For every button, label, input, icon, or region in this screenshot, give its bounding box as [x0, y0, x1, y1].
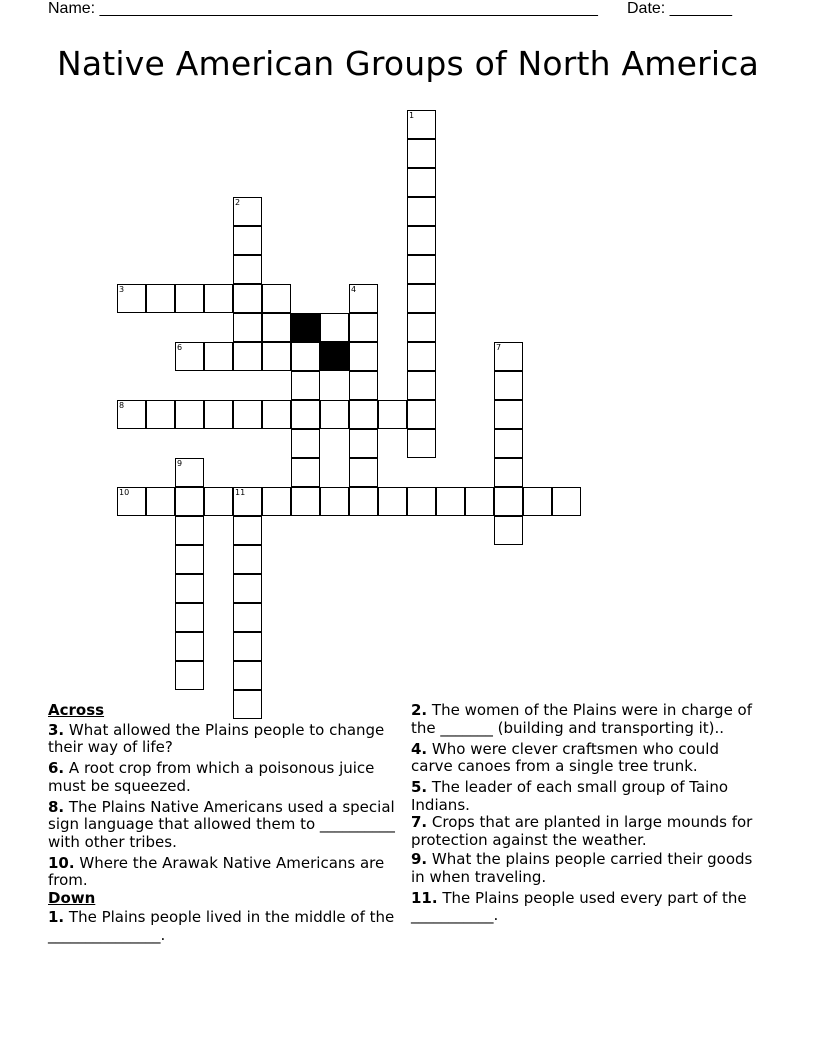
crossword-cell[interactable]: [407, 255, 436, 284]
clue-across-8: 8. The Plains Native Americans used a special sign language that allowed them to __________ with other tribes.: [48, 797, 395, 851]
crossword-cell[interactable]: [233, 661, 262, 690]
crossword-cell[interactable]: [233, 255, 262, 284]
crossword-cell[interactable]: [494, 400, 523, 429]
crossword-cell[interactable]: [291, 487, 320, 516]
crossword-cell[interactable]: [291, 429, 320, 458]
crossword-cell[interactable]: [204, 400, 233, 429]
crossword-cell[interactable]: [407, 168, 436, 197]
page-title: Native American Groups of North America: [56, 44, 760, 83]
crossword-cell[interactable]: [494, 342, 523, 371]
clue-number: 10: [119, 488, 130, 497]
crossword-cell[interactable]: [494, 458, 523, 487]
clue-number: 6: [177, 343, 183, 352]
crossword-cell[interactable]: [262, 313, 291, 342]
clue-across-3: 3. What allowed the Plains people to change their way of life?: [48, 720, 385, 756]
crossword-cell[interactable]: [291, 342, 320, 371]
crossword-cell[interactable]: [465, 487, 494, 516]
crossword-cell[interactable]: [349, 458, 378, 487]
crossword-cell[interactable]: [204, 284, 233, 313]
crossword-cell[interactable]: [117, 284, 146, 313]
clue-down-11: 11. The Plains people used every part of the ___________.: [411, 888, 747, 924]
crossword-cell[interactable]: [407, 226, 436, 255]
crossword-cell[interactable]: [146, 284, 175, 313]
crossword-cell[interactable]: [233, 197, 262, 226]
crossword-cell[interactable]: [175, 400, 204, 429]
crossword-cell[interactable]: [436, 487, 465, 516]
clue-down-7: 7. Crops that are planted in large mounds for protection against the weather.: [411, 813, 753, 849]
across-heading: Across: [48, 701, 105, 719]
clue-number: 4: [351, 285, 357, 294]
clue-number: 8: [119, 401, 125, 410]
crossword-cell[interactable]: [349, 313, 378, 342]
crossword-cell[interactable]: [233, 342, 262, 371]
crossword-cell[interactable]: [320, 487, 349, 516]
crossword-cell[interactable]: [407, 429, 436, 458]
crossword-cell[interactable]: [233, 574, 262, 603]
clue-number: 1: [409, 111, 415, 120]
crossword-cell[interactable]: [407, 400, 436, 429]
crossword-cell[interactable]: [407, 313, 436, 342]
crossword-cell[interactable]: [175, 661, 204, 690]
crossword-cell[interactable]: [407, 197, 436, 226]
date-field[interactable]: Date: _______: [627, 0, 732, 17]
crossword-cell[interactable]: [378, 487, 407, 516]
crossword-cell[interactable]: [407, 342, 436, 371]
crossword-cell[interactable]: [407, 371, 436, 400]
clue-number: 11: [235, 488, 246, 497]
crossword-cell[interactable]: [349, 371, 378, 400]
crossword-cell[interactable]: [407, 487, 436, 516]
crossword-cell[interactable]: [262, 342, 291, 371]
crossword-cell[interactable]: [349, 342, 378, 371]
crossword-cell[interactable]: [233, 284, 262, 313]
crossword-cell[interactable]: [291, 371, 320, 400]
clue-number: 7: [496, 343, 502, 352]
crossword-cell[interactable]: [349, 284, 378, 313]
crossword-cell[interactable]: [494, 371, 523, 400]
name-field[interactable]: Name: ________________________________________________________: [48, 0, 598, 17]
crossword-cell[interactable]: [233, 226, 262, 255]
crossword-cell[interactable]: [349, 429, 378, 458]
crossword-cell[interactable]: [233, 516, 262, 545]
crossword-cell[interactable]: [233, 313, 262, 342]
crossword-cell[interactable]: [291, 400, 320, 429]
crossword-cell[interactable]: [494, 487, 523, 516]
crossword-cell[interactable]: [175, 487, 204, 516]
crossword-cell[interactable]: [175, 284, 204, 313]
crossword-cell[interactable]: [349, 487, 378, 516]
clue-down-9: 9. What the plains people carried their goods in when traveling.: [411, 850, 753, 886]
crossword-cell[interactable]: [494, 516, 523, 545]
crossword-cell[interactable]: [117, 487, 146, 516]
crossword-cell[interactable]: [233, 400, 262, 429]
clue-down-4: 4. Who were clever craftsmen who could carve canoes from a single tree trunk.: [411, 739, 719, 775]
crossword-black-square: [320, 342, 349, 371]
crossword-cell[interactable]: [117, 400, 146, 429]
crossword-cell[interactable]: [175, 632, 204, 661]
crossword-cell[interactable]: [523, 487, 552, 516]
crossword-cell[interactable]: [146, 487, 175, 516]
crossword-cell[interactable]: [204, 342, 233, 371]
crossword-cell[interactable]: [407, 139, 436, 168]
crossword-cell[interactable]: [291, 458, 320, 487]
crossword-cell[interactable]: [320, 313, 349, 342]
crossword-cell[interactable]: [175, 342, 204, 371]
clue-number: 9: [177, 459, 183, 468]
clue-down-5: 5. The leader of each small group of Taino Indians.: [411, 778, 729, 814]
crossword-cell[interactable]: [407, 110, 436, 139]
crossword-black-square: [291, 313, 320, 342]
clues-right-column: [411, 702, 761, 928]
clues-left-column: [48, 702, 398, 948]
crossword-cell[interactable]: [175, 603, 204, 632]
crossword-cell[interactable]: [407, 284, 436, 313]
crossword-cell[interactable]: [233, 603, 262, 632]
clue-down-1: 1. The Plains people lived in the middle of the _______________.: [48, 908, 395, 944]
crossword-cell[interactable]: [320, 400, 349, 429]
crossword-cell[interactable]: [175, 574, 204, 603]
crossword-cell[interactable]: [175, 516, 204, 545]
crossword-cell[interactable]: [262, 487, 291, 516]
crossword-cell[interactable]: [262, 284, 291, 313]
crossword-cell[interactable]: [552, 487, 581, 516]
crossword-cell[interactable]: [175, 458, 204, 487]
down-heading: Down: [48, 888, 96, 907]
crossword-cell[interactable]: [175, 545, 204, 574]
crossword-cell[interactable]: [349, 400, 378, 429]
crossword-cell[interactable]: [262, 400, 291, 429]
crossword-cell[interactable]: [233, 632, 262, 661]
crossword-cell[interactable]: [494, 429, 523, 458]
crossword-cell[interactable]: [233, 545, 262, 574]
crossword-cell[interactable]: [146, 400, 175, 429]
clue-number: 2: [235, 198, 241, 207]
crossword-cell[interactable]: [204, 487, 233, 516]
clue-number: 3: [119, 285, 125, 294]
clue-across-6: 6. A root crop from which a poisonous juice must be squeezed.: [48, 759, 375, 795]
clue-across-10: 10. Where the Arawak Native Americans are from.: [48, 853, 385, 889]
crossword-cell[interactable]: [233, 487, 262, 516]
crossword-cell[interactable]: [378, 400, 407, 429]
clue-down-2: 2. The women of the Plains were in charge of the _______ (building and transporting it)..: [411, 701, 753, 737]
